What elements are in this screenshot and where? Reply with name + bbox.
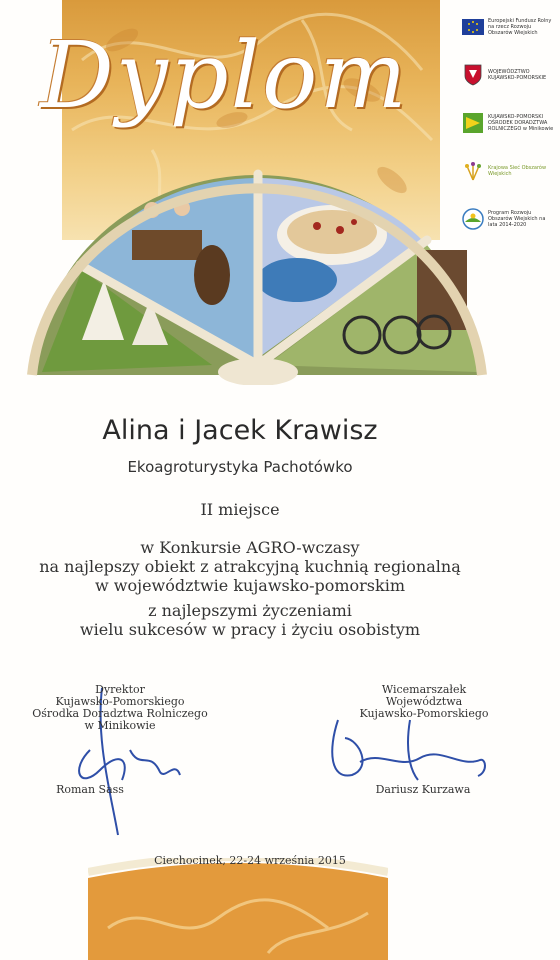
logo-kpodr: KUJAWSKO-POMORSKI OŚRODEK DORADZTWA ROLNICZEGO w Minikowie — [462, 104, 554, 142]
diploma-title: Dyplom — [40, 22, 409, 129]
kpodr-logo-icon — [462, 112, 484, 134]
issue-date: Ciechocinek, 22-24 września 2015 — [154, 854, 346, 867]
logo-voivodeship: WOJEWÓDZTWO KUJAWSKO-POMORSKIE — [462, 56, 554, 94]
partner-logos — [462, 8, 554, 248]
signatory-left-title: Dyrektor Kujawsko-Pomorskiego Ośrodka Doradztwa Rolniczego w Minikowie — [32, 683, 208, 732]
ksow-logo-icon — [462, 160, 484, 182]
award-place: II miejsce — [200, 500, 280, 519]
signatory-right-title: Wicemarszałek Województwa Kujawsko-Pomorskiego — [359, 683, 489, 720]
description-line: w Konkursie AGRO-wczasy — [140, 538, 360, 557]
signature-right — [332, 720, 485, 780]
recipient-name: Alina i Jacek Krawisz — [102, 415, 378, 446]
wagon-wheel-photo-collage — [22, 160, 492, 385]
wishes-text — [0, 601, 500, 639]
eu-flag-icon — [462, 16, 484, 38]
signatory-right-name: Dariusz Kurzawa — [375, 783, 471, 796]
signatory-left-name: Roman Sass — [56, 783, 124, 796]
description-line: w województwie kujawsko-pomorskim — [95, 576, 405, 595]
logo-prow: Program Rozwoju Obszarów Wiejskich na lata 2014-2020 — [462, 200, 554, 238]
wishes-line: wielu sukcesów w pracy i życiu osobistym — [79, 620, 421, 639]
logo-ksow: Krajowa Sieć Obszarów Wiejskich — [462, 152, 554, 190]
organization-name: Ekoagroturystyka Pachotówko — [127, 458, 353, 476]
prow-logo-icon — [462, 208, 484, 230]
coat-of-arms-icon — [462, 64, 484, 86]
award-description — [0, 538, 500, 595]
wishes-line: z najlepszymi życzeniami — [148, 601, 352, 620]
footer-ornament — [88, 858, 388, 960]
description-line: na najlepszy obiekt z atrakcyjną kuchnią regionalną — [39, 557, 461, 576]
logo-eafrd: Europejski Fundusz Rolny na rzecz Rozwoju Obszarów Wiejskich — [462, 8, 554, 46]
